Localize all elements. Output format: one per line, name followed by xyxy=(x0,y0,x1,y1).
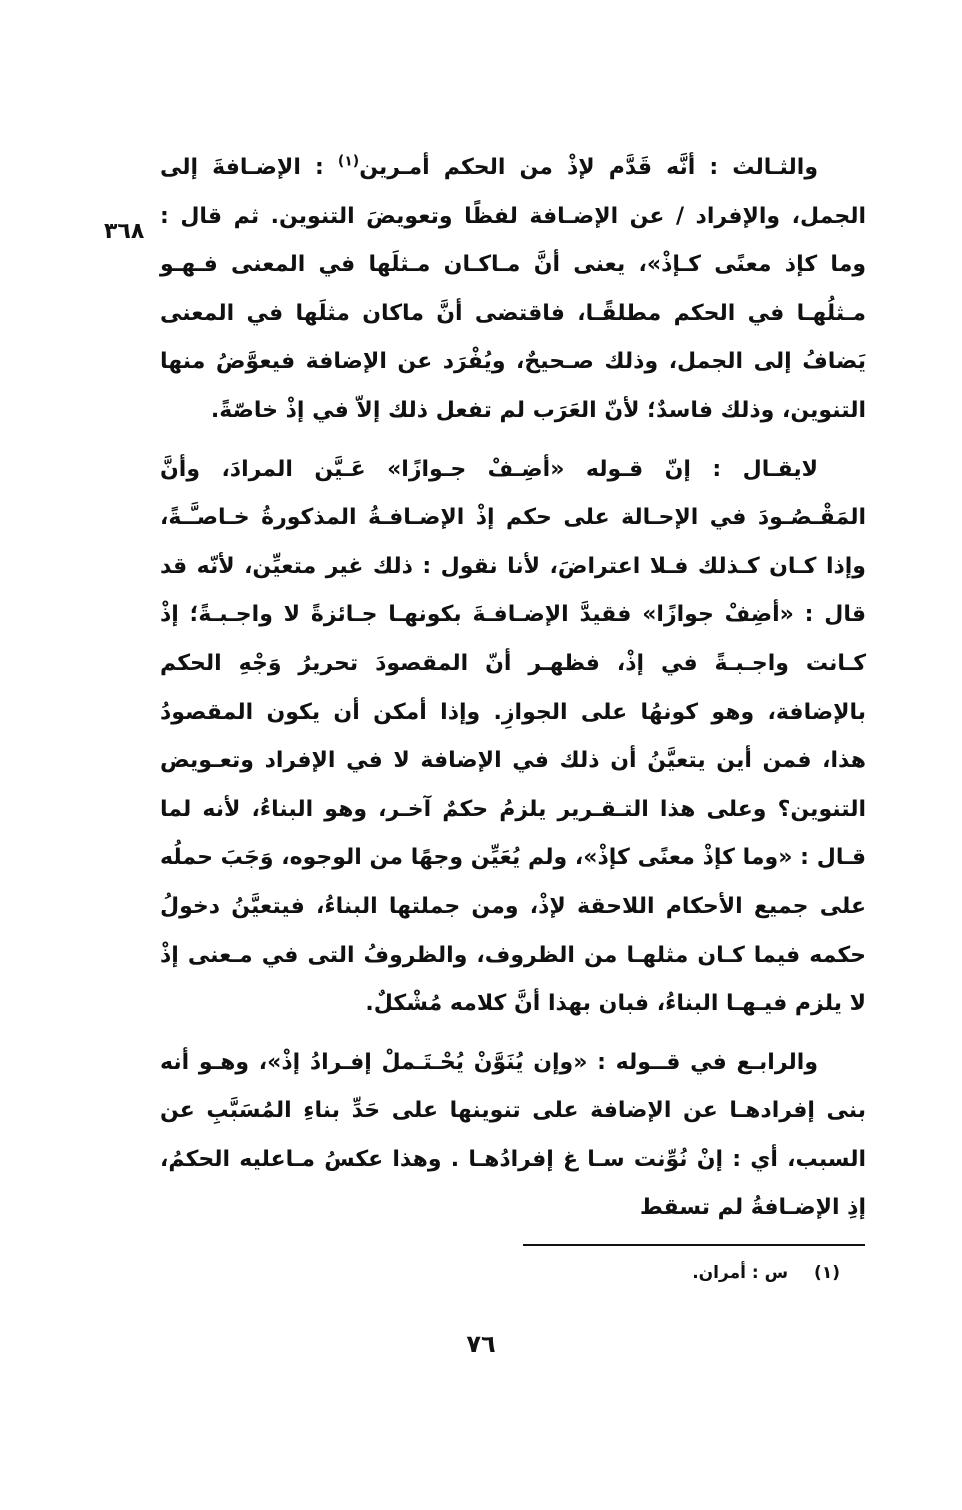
paragraph-text-end: : الإضـافةَ إلى الجمل، والإفراد / عن الإضـافة لفظًا وتعويضَ التنوين. ثم قال : وما كإذ معنًى كـإذْ»، يعنى أنَّ مـاكـان مـثلَها في المعنى فـهـو مـثلُهـا في الحكم مطلقًـا، فاقتضى أنَّ ماكان مثلَها في المعنى يَضافُ إلى الجمل، وذلك صـحيحٌ، ويُفْرَد عن الإضافة فيعوَّضُ منها التنوين، وذلك فاسدٌ؛ لأنّ العَرَب لم تفعل ذلك إلاّ في إذْ خاصّةً. xyxy=(160,155,866,423)
footnote-marker: (١) xyxy=(814,1263,840,1283)
footnote xyxy=(692,1263,840,1283)
paragraph-text-start: والثـالث : أنَّه قَدَّم لإذْ من الحكم أمـرين xyxy=(359,155,818,180)
paragraph-fourth-point: والرابـع في قــوله : «وإن يُنَوَّنْ يُحْـتَـملْ إفـرادُ إذْ»، وهـو أنه بنى إفرادهـا عن الإضافة على تنوينها على حَدِّ بناءِ المُسَبَّبِ عن السبب، أي : إنْ نُوِّنت سـا غ إفرادُهـا . وهذا عكسُ مـاعليه الحكمُ، إذِ الإضـافةُ لم تسقط xyxy=(160,1049,866,1221)
body-text xyxy=(160,144,866,1233)
footnote-divider xyxy=(523,1244,865,1246)
paragraph-third-point xyxy=(160,144,866,436)
page-number: ٧٦ xyxy=(466,1330,496,1358)
margin-page-reference: ٣٦٨ xyxy=(104,219,145,244)
footnote-text: س : أمران. xyxy=(692,1263,789,1283)
paragraph-objection: لايقـال : إنّ قـوله «أضِـفْ جـوازًا» عَـيَّن المرادَ، وأنَّ المَقْـصُـودَ في الإحـالة على حكم إذْ الإضـافـةُ المذكورةُ خـاصـَّـةً، وإذا كـان كـذلك فـلا اعتراضَ، لأنا نقول : ذلك غير متعيِّن، لأنّه قد قال : «أضِفْ جوازًا» فقيدَّ الإضـافـةَ بكونهـا جـائزةً لا واجـبـةً؛ إذْ كـانت واجـبـةً في إذْ، فظهـر أنّ المقصودَ تحريرُ وَجْهِ الحكم بالإضافة، وهو كونهُا على الجوازِ. وإذا أمكن أن يكون المقصودُ هذا، فمن أين يتعيَّنُ أن ذلك في الإضافة لا في الإفراد وتعـويض التنوين؟ وعلى هذا التـقـرير يلزمُ حكمٌ آخـر، وهو البناءُ، لأنه لما قـال : «وما كإذْ معنًى كإذْ»، ولم يُعَيِّن وجهًا من الوجوه، وَجَبَ حملُه على جميع الأحكام اللاحقة لإذْ، ومن جملتها البناءُ، فيتعيَّنُ دخولُ حكمه فيما كـان مثلهـا من الظروف، والظروفُ التى في مـعنى إذْ لا يلزم فيـهـا البناءُ، فبان بهذا أنَّ كلامه مُشْكلٌ. xyxy=(160,456,866,1017)
footnote-reference: (١) xyxy=(337,153,360,170)
